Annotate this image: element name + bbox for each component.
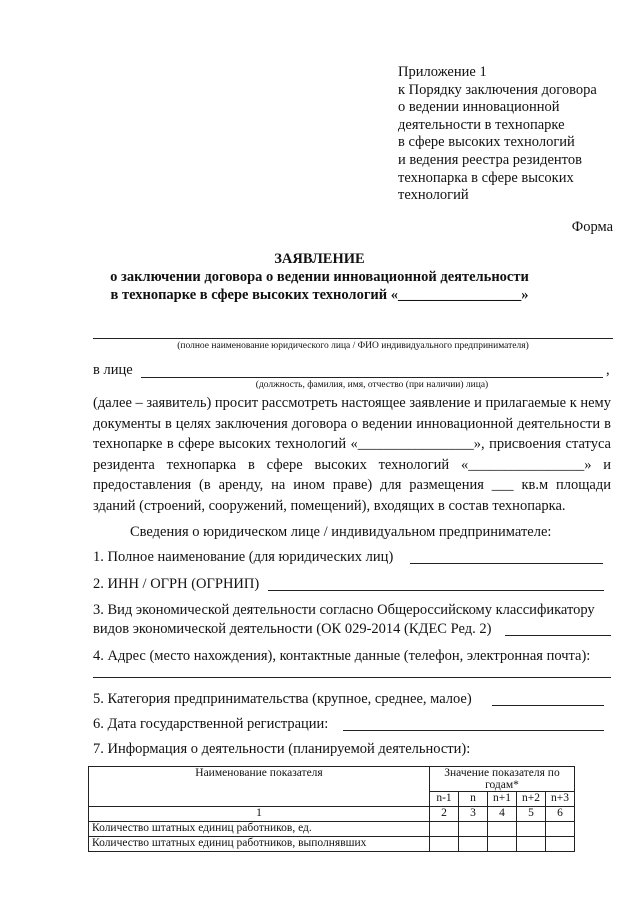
appendix-line: о ведении инновационной — [398, 99, 560, 116]
item-activity-type: 3. Вид экономической деятельности согласно Общероссийскому классификатору — [93, 602, 595, 618]
activity-type-field[interactable] — [505, 635, 611, 636]
activity-table — [88, 766, 575, 852]
representative-field[interactable] — [141, 377, 603, 378]
table-cell[interactable] — [546, 837, 575, 852]
appendix-line: Приложение 1 — [398, 64, 487, 80]
table-row-label: Количество штатных единиц работников, ед. — [89, 822, 430, 837]
item-registration-date: 6. Дата государственной регистрации: — [93, 716, 329, 732]
document-subtitle-line1: о заключении договора о ведении инновационной деятельности — [110, 269, 529, 285]
appendix-line: деятельности в технопарке — [398, 116, 565, 133]
section-title: Сведения о юридическом лице / индивидуальном предпринимателе: — [130, 524, 552, 540]
table-cell[interactable] — [517, 822, 546, 837]
table-cell[interactable] — [430, 837, 459, 852]
table-header-name: Наименование показателя — [89, 767, 430, 807]
table-year: n+2 — [517, 792, 546, 807]
full-name-field[interactable] — [410, 563, 603, 564]
table-cell[interactable] — [459, 822, 488, 837]
table-year: n-1 — [430, 792, 459, 807]
applicant-name-field[interactable] — [93, 338, 613, 339]
table-col-number: 2 — [430, 807, 459, 822]
table-cell[interactable] — [488, 822, 517, 837]
table-cell[interactable] — [517, 837, 546, 852]
table-col-number: 1 — [89, 807, 430, 822]
address-field[interactable] — [93, 677, 611, 678]
registration-date-field[interactable] — [343, 730, 604, 731]
document-title: ЗАЯВЛЕНИЕ — [274, 251, 365, 267]
in-person-label: в лице — [93, 362, 133, 378]
table-col-number: 3 — [459, 807, 488, 822]
item-full-name: 1. Полное наименование (для юридических лиц) — [93, 549, 394, 565]
item-category: 5. Категория предпринимательства (крупное, среднее, малое) — [93, 691, 472, 707]
request-paragraph: (далее – заявитель) просит рассмотреть настоящее заявление и прилагаемые к нему документы в целях заключения договора о ведении инновационной деятельности в технопарке в сфере высоких технологий «________________», присвоения статуса резидента технопарка в сфере высоких технологий «________________» и предоставления (в аренду, на ином праве) для размещения ___ кв.м площади зданий (строений, сооружений, помещений), входящих в состав технопарка. — [93, 395, 611, 514]
applicant-name-hint: (полное наименование юридического лица / ФИО индивидуального предпринимателя) — [177, 341, 529, 351]
form-label: Форма — [571, 219, 613, 235]
item-activity-info: 7. Информация о деятельности (планируемой деятельности): — [93, 741, 471, 757]
table-col-number: 6 — [546, 807, 575, 822]
table-cell[interactable] — [459, 837, 488, 852]
appendix-header — [398, 64, 628, 205]
item-address: 4. Адрес (место нахождения), контактные данные (телефон, электронная почта): — [93, 648, 591, 664]
table-col-number: 4 — [488, 807, 517, 822]
table-cell[interactable] — [546, 822, 575, 837]
inn-ogrn-field[interactable] — [268, 590, 604, 591]
table-year: n+3 — [546, 792, 575, 807]
representative-hint: (должность, фамилия, имя, отчество (при наличии) лица) — [255, 380, 489, 390]
table-row — [89, 837, 575, 852]
table-row — [89, 822, 575, 837]
table-row-label: Количество штатных единиц работников, выполнявших — [89, 837, 430, 852]
table-year: n+1 — [488, 792, 517, 807]
document-subtitle-line2: в технопарке в сфере высоких технологий «_________________» — [110, 287, 529, 303]
item-activity-type-cont: видов экономической деятельности (ОК 029-2014 (КДЕС Ред. 2) — [93, 621, 492, 637]
appendix-line: и ведения реестра резидентов — [398, 151, 582, 168]
table-cell[interactable] — [430, 822, 459, 837]
appendix-line: к Порядку заключения договора — [398, 81, 597, 98]
table-year: n — [459, 792, 488, 807]
appendix-line: технологий — [398, 187, 469, 204]
appendix-line: технопарка в сфере высоких — [398, 169, 574, 186]
category-field[interactable] — [492, 705, 604, 706]
in-person-comma: , — [606, 362, 610, 378]
item-inn-ogrn: 2. ИНН / ОГРН (ОГРНИП) — [93, 576, 260, 592]
appendix-line: в сфере высоких технологий — [398, 134, 575, 151]
table-cell[interactable] — [488, 837, 517, 852]
table-col-number: 5 — [517, 807, 546, 822]
table-header-values: Значение показателя по годам* — [430, 767, 575, 792]
